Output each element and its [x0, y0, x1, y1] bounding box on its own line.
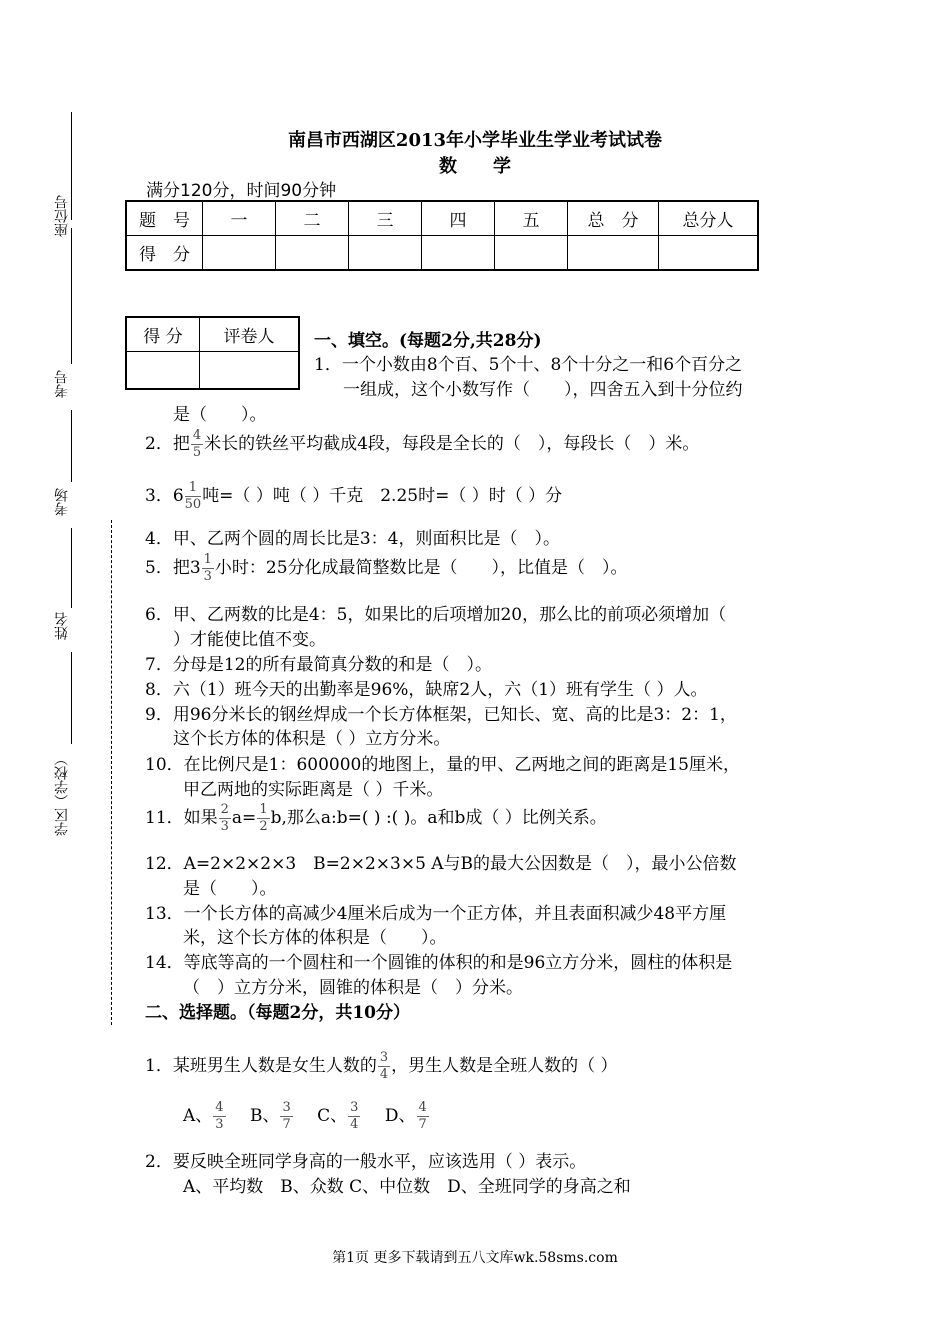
- fraction: $\frac{1}{50}$: [184, 480, 202, 512]
- q2-prefix: 2．把: [145, 434, 190, 454]
- question-2: [145, 428, 699, 461]
- option-a[interactable]: A、 $\frac{4}{3}$: [183, 1100, 224, 1132]
- score-header-row: [126, 201, 758, 236]
- question-14-line-1: 14．等底等高的一个圆柱和一个圆锥的体积的和是96立方分米，圆柱的体积是: [145, 953, 733, 973]
- grader-name-cell[interactable]: [200, 352, 300, 390]
- score-input-cell[interactable]: [276, 236, 349, 271]
- q11-suffix: b,那么a:b=( ) :( )。a和b成（ ）比例关系。: [270, 808, 607, 828]
- score-cell: 一: [203, 201, 276, 236]
- q2-suffix: 米长的铁丝平均截成4段，每段是全长的（ ），每段长（ ）米。: [204, 434, 700, 454]
- grader-table: [125, 316, 300, 390]
- seat-label: 座位号: [54, 195, 70, 237]
- question-3: [145, 480, 562, 513]
- question-12-line-1: 12．A=2×2×2×3 B=2×2×3×5 A与B的最大公因数是（ ），最小公倍数: [145, 854, 737, 874]
- choice-question-1: [145, 1050, 618, 1083]
- score-input-cell[interactable]: [349, 236, 422, 271]
- choice-question-2: 2．要反映全班同学身高的一般水平，应该选用（ ）表示。: [145, 1152, 587, 1172]
- fraction: $\frac{4}{5}$: [192, 428, 202, 460]
- question-6-line-2: ）才能使比值不变。: [173, 630, 326, 650]
- question-11: [145, 802, 607, 835]
- q5-prefix: 5．把3: [145, 558, 201, 578]
- q11-mid: a=: [231, 808, 257, 828]
- page-footer: 第1页 更多下载请到五八文库wk.58sms.com: [332, 1250, 618, 1266]
- question-1-line-2: 一组成，这个小数写作（ ），四舍五入到十分位约: [343, 380, 743, 400]
- name-label: 姓名: [54, 612, 70, 640]
- q3-prefix: 3．6: [145, 486, 184, 506]
- question-13-line-2: 米，这个长方体的体积是（ ）。: [183, 928, 447, 948]
- grader-score-cell[interactable]: [126, 352, 200, 390]
- score-input-cell[interactable]: [495, 236, 568, 271]
- q3-suffix: 吨=（ ）吨（ ）千克 2.25时=（ ）时（ ）分: [202, 486, 563, 506]
- binding-line-5: [71, 652, 72, 744]
- score-cell: 四: [422, 201, 495, 236]
- question-14-line-2: （ ）立方分米，圆锥的体积是（ ）分米。: [183, 978, 523, 998]
- score-cell: 得 分: [126, 236, 203, 271]
- score-table: [125, 200, 759, 271]
- grader-score-label: 得 分: [126, 317, 200, 352]
- binding-line-4: [71, 528, 72, 608]
- subject-title: 数 学: [439, 156, 511, 177]
- score-cell: 二: [276, 201, 349, 236]
- score-cell: 题 号: [126, 201, 203, 236]
- room-label: 考场: [54, 488, 70, 516]
- exam-info: 满分120分，时间90分钟: [146, 181, 337, 201]
- question-10-line-1: 10．在比例尺是1：600000的地图上，量的甲、乙两地之间的距离是15厘米，: [145, 755, 740, 775]
- fraction: $\frac{3}{4}$: [379, 1050, 389, 1082]
- score-input-cell[interactable]: [659, 236, 759, 271]
- score-input-cell[interactable]: [422, 236, 495, 271]
- question-4: 4．甲、乙两个圆的周长比是3：4，则面积比是（ ）。: [145, 529, 560, 549]
- choice-options-2: A、平均数 B、众数 C、中位数 D、全班同学的身高之和: [183, 1177, 631, 1197]
- cut-line: [111, 520, 112, 1025]
- fraction: $\frac{1}{3}$: [203, 552, 212, 584]
- district-label: 学区（学校）: [54, 752, 70, 836]
- c1-suffix: ，男生人数是全班人数的（ ）: [391, 1056, 618, 1076]
- question-9-line-2: 这个长方体的体积是（ ）立方分米。: [173, 729, 451, 749]
- score-value-row: [126, 236, 758, 271]
- grader-name-label: 评卷人: [200, 317, 300, 352]
- question-6-line-1: 6．甲、乙两数的比是4：5，如果比的后项增加20，那么比的前项必须增加（: [145, 605, 727, 625]
- option-d[interactable]: D、 $\frac{4}{7}$: [384, 1100, 427, 1132]
- option-b[interactable]: B、 $\frac{3}{7}$: [249, 1100, 291, 1132]
- question-12-line-2: 是（ ）。: [183, 879, 277, 899]
- score-cell: 三: [349, 201, 422, 236]
- exam-title: 南昌市西湖区2013年小学毕业生学业考试试卷: [287, 130, 663, 151]
- option-c[interactable]: C、 $\frac{3}{4}$: [317, 1100, 359, 1132]
- choice-options-1: [183, 1100, 430, 1133]
- section1-title: 一、填空。(每题2分,共28分): [314, 331, 542, 351]
- score-cell: 总 分: [568, 201, 659, 236]
- score-cell: 五: [495, 201, 568, 236]
- question-13-line-1: 13．一个长方体的高减少4厘米后成为一个正方体，并且表面积减少48平方厘: [145, 904, 727, 924]
- c1-prefix: 1．某班男生人数是女生人数的: [145, 1056, 377, 1076]
- question-5: [145, 552, 628, 585]
- score-cell: 总分人: [659, 201, 759, 236]
- binding-line-3: [71, 410, 72, 482]
- score-input-cell[interactable]: [568, 236, 659, 271]
- question-7: 7．分母是12的所有最简真分数的和是（ ）。: [145, 655, 492, 675]
- question-10-line-2: 甲乙两地的实际距离是（ ）千米。: [183, 780, 444, 800]
- section2-title: 二、选择题。（每题2分，共10分）: [145, 1003, 410, 1023]
- score-input-cell[interactable]: [203, 236, 276, 271]
- q11-prefix: 11．如果: [145, 808, 218, 828]
- question-9-line-1: 9．用96分米长的钢丝焊成一个长方体框架，已知长、宽、高的比是3：2：1，: [145, 705, 737, 725]
- fraction: $\frac{1}{2}$: [259, 802, 268, 834]
- exam-no-label: 考号: [54, 370, 70, 398]
- fraction: $\frac{2}{3}$: [220, 802, 229, 834]
- question-8: 8．六（1）班今天的出勤率是96%，缺席2人，六（1）班有学生（ ）人。: [145, 680, 708, 700]
- question-1-line-1: 1．一个小数由8个百、5个十、8个十分之一和6个百分之: [314, 355, 743, 375]
- q5-suffix: 小时：25分化成最简整数比是（ ），比值是（ ）。: [214, 558, 628, 578]
- question-1-line-3: 是（ ）。: [173, 405, 267, 425]
- binding-line-2: [71, 228, 72, 364]
